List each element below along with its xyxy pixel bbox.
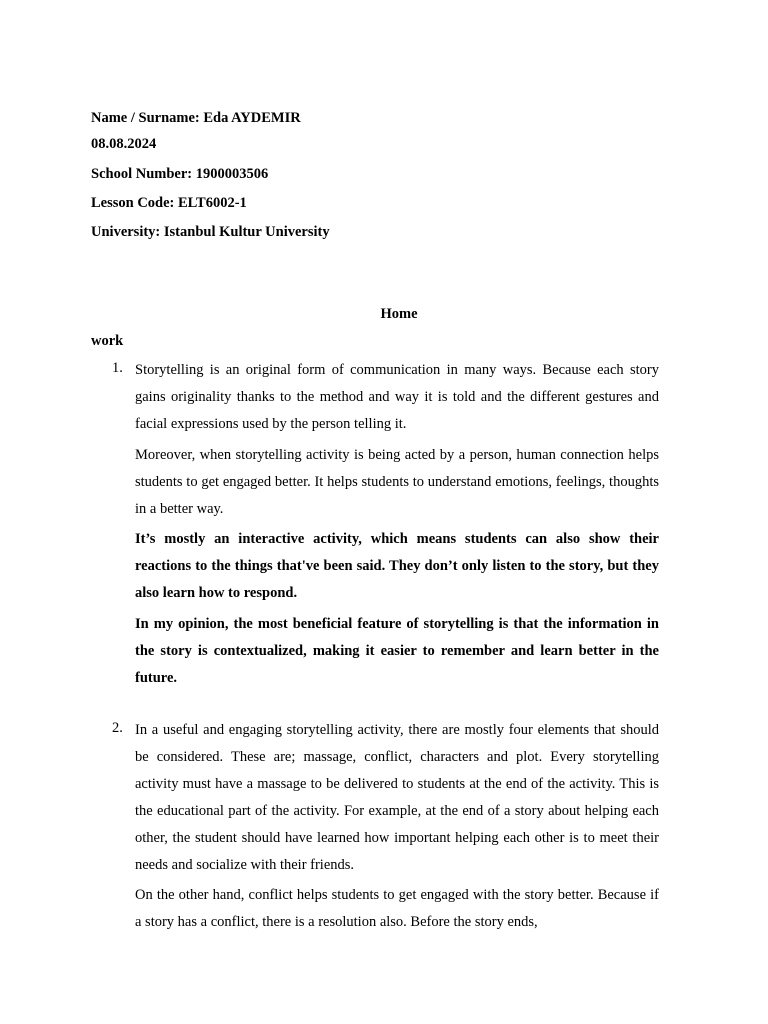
paragraph: On the other hand, conflict helps students to get engaged with the story better. Because if a story has a conflict, there is a resolution also. Before the story ends, bbox=[135, 887, 659, 931]
homework-title-part2: work bbox=[91, 333, 124, 349]
homework-title-part1: Home bbox=[380, 306, 418, 322]
list-number: 2. bbox=[112, 720, 123, 736]
paragraph-bold: In my opinion, the most beneficial feature of storytelling is that the information in the story is contextualized, making it easier to remember and learn better in the future. bbox=[135, 616, 659, 686]
list-item-2 bbox=[91, 717, 659, 940]
university-line: University: Istanbul Kultur University bbox=[91, 224, 330, 240]
paragraph-bold: It’s mostly an interactive activity, which means students can also show their reactions to the things that've been said. They don’t only listen to the story, but they also learn how to respond. bbox=[135, 531, 659, 602]
list-number: 1. bbox=[112, 360, 123, 376]
paragraph: Storytelling is an original form of communication in many ways. Because each story gains originality thanks to the method and way it is told and the different gestures and facial expressions used by the person telling it. bbox=[135, 362, 659, 432]
paragraph: In a useful and engaging storytelling activity, there are mostly four elements that should be considered. These are; massage, conflict, characters and plot. Every storytelling activity must have a massage to be delivered to students at the end of the activity. This is the educational part of the activity. For example, at the end of a story about helping each other, the student should have learned how important helping each other is to meet their needs and socialize with their friends. bbox=[135, 722, 659, 873]
lesson-code-line: Lesson Code: ELT6002-1 bbox=[91, 195, 247, 211]
paragraph: Moreover, when storytelling activity is being acted by a person, human connection helps students to get engaged better. It helps students to understand emotions, feelings, thoughts in a better way. bbox=[135, 446, 659, 517]
list-item-1 bbox=[91, 357, 659, 696]
date-line: 08.08.2024 bbox=[91, 136, 157, 152]
name-surname-line: Name / Surname: Eda AYDEMIR bbox=[91, 110, 301, 126]
school-number-line: School Number: 1900003506 bbox=[91, 166, 269, 182]
